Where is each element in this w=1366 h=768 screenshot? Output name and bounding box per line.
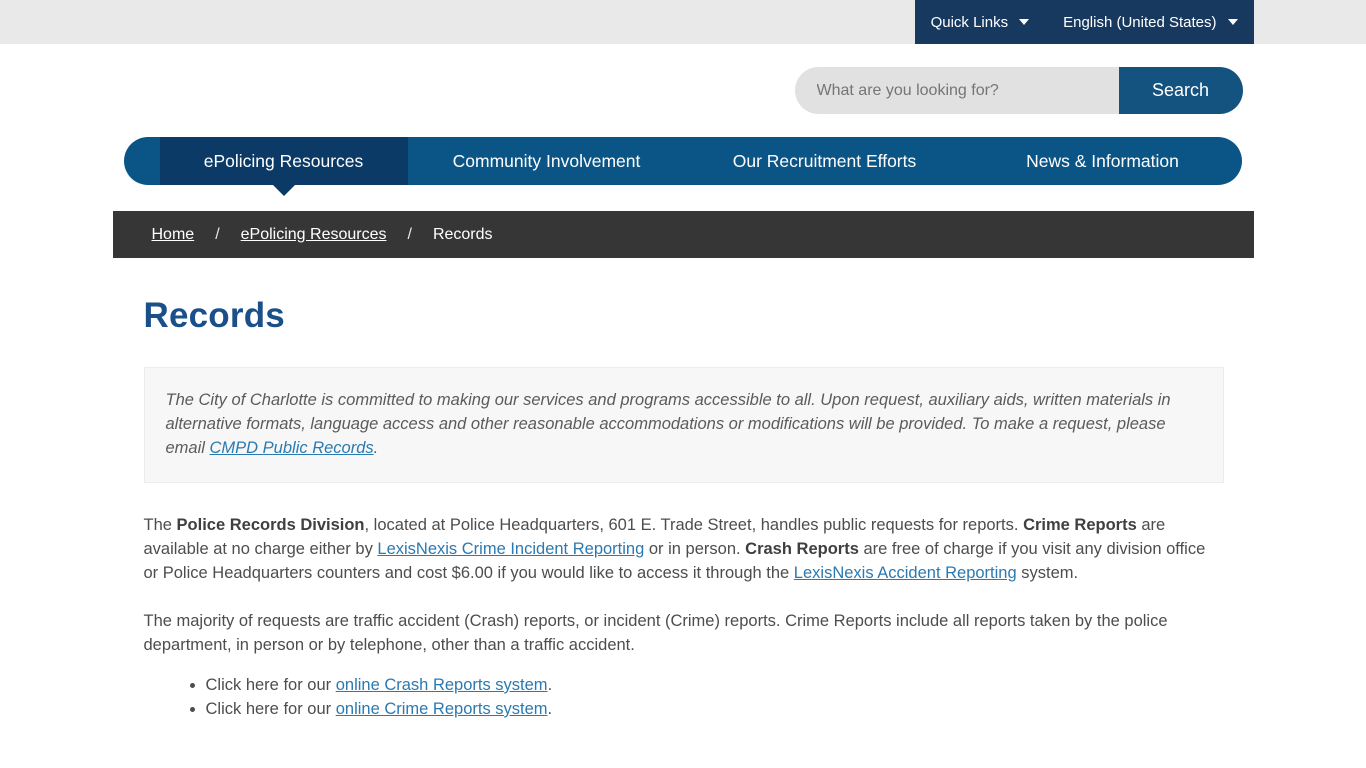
inline-link[interactable]: LexisNexis Accident Reporting: [793, 564, 1017, 582]
breadcrumb-separator: /: [407, 225, 412, 243]
inline-link[interactable]: CMPD Public Records: [209, 439, 374, 457]
nav-item-community-involvement[interactable]: Community Involvement: [452, 150, 641, 171]
nav-item-epolicing-resources[interactable]: ePolicing Resources: [160, 137, 408, 185]
inline-link[interactable]: LexisNexis Crime Incident Reporting: [377, 540, 645, 558]
language-label: English (United States): [1063, 13, 1217, 31]
quick-links-dropdown[interactable]: [931, 14, 1030, 31]
site-search: [795, 67, 1243, 114]
list-item: • Click here for our online Crash Reports system.: [206, 673, 1223, 697]
quick-links-label: Quick Links: [930, 13, 1009, 31]
records-paragraph-2: The majority of requests are traffic accident (Crash) reports, or incident (Crime) reports. Crime Reports include all reports taken by the police department, in person or by telephone, other than a traffic accident.: [143, 612, 1168, 654]
search-button[interactable]: Search: [1119, 67, 1243, 114]
nav-item-news-information[interactable]: News & Information: [1026, 150, 1179, 171]
language-dropdown[interactable]: [1063, 14, 1237, 31]
list-item: • Click here for our online Crime Reports system.: [206, 697, 1223, 721]
bold-text: Crash Reports: [745, 540, 859, 558]
breadcrumb-epolicing-link[interactable]: ePolicing Resources: [240, 225, 387, 243]
accessibility-notice: The City of Charlotte is committed to making our services and programs accessible to all. Upon request, auxiliary aids, written materials in alternative formats, language access and other reasonable accommodations or modifications will be provided. To make a request, please email CMPD Public Records.: [144, 367, 1224, 483]
inline-link[interactable]: online Crash Reports system: [335, 676, 548, 694]
bold-text: Crime Reports: [1023, 516, 1137, 534]
breadcrumb-home-link[interactable]: Home: [151, 225, 195, 243]
main-content: [113, 258, 1254, 721]
top-utility-strip: [0, 0, 1366, 44]
breadcrumb-current-page: Records: [432, 225, 493, 243]
search-row: [0, 44, 1366, 137]
breadcrumb-separator: /: [215, 225, 220, 243]
report-links-list: [144, 673, 1223, 721]
search-input[interactable]: [795, 67, 1119, 114]
nav-item-our-recruitment-efforts[interactable]: Our Recruitment Efforts: [732, 150, 917, 171]
records-paragraph-1: The Police Records Division, located at Police Headquarters, 601 E. Trade Street, handles public requests for reports. Crime Reports are available at no charge either by LexisNexis Crime Incident Reporting or in person. Crash Reports are free of charge if you visit any division office or Police Headquarters counters and cost $6.00 if you would like to access it through the LexisNexis Accident Reporting system.: [143, 516, 1206, 582]
bold-text: Police Records Division: [176, 516, 365, 534]
breadcrumb: [113, 211, 1254, 258]
chevron-down-icon: [1019, 19, 1029, 25]
main-nav-row: [0, 137, 1366, 185]
main-nav: [124, 137, 1242, 185]
utility-bar: [915, 0, 1254, 44]
chevron-down-icon: [1228, 19, 1238, 25]
page-title: Records: [143, 296, 285, 335]
inline-link[interactable]: online Crime Reports system: [335, 700, 548, 718]
